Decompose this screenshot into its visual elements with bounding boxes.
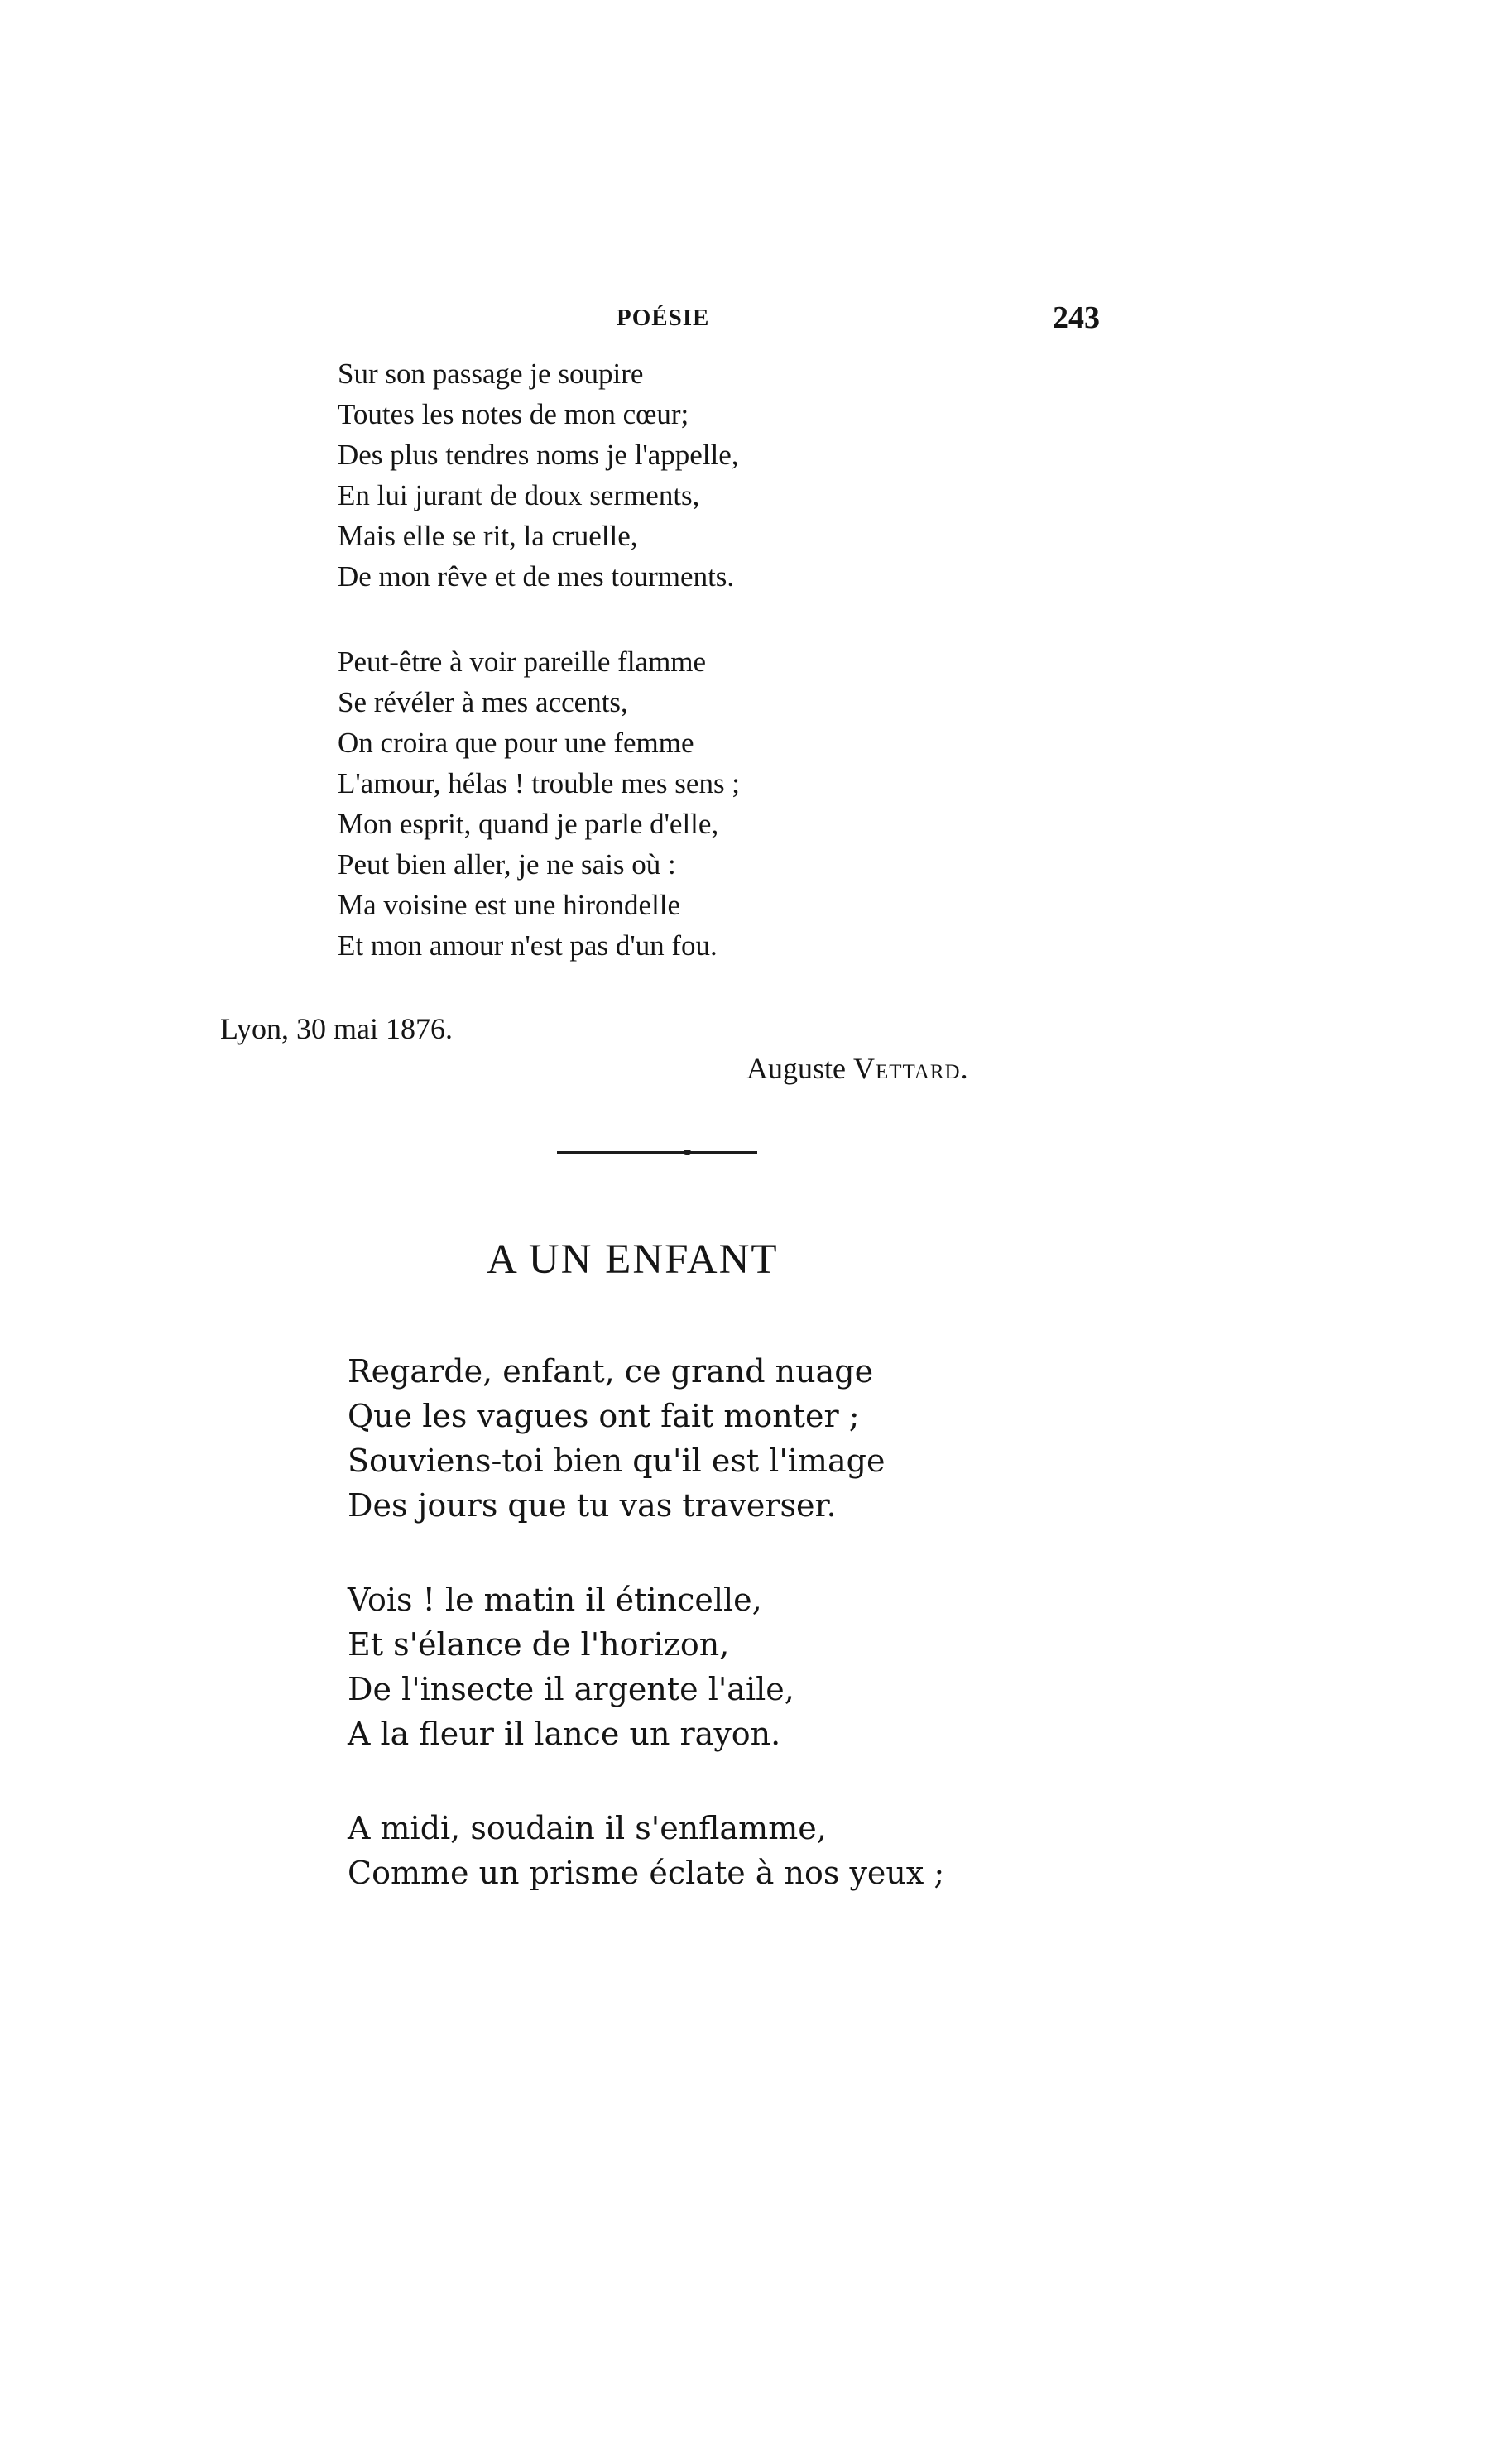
verse-line: De l'insecte il argente l'aile, xyxy=(348,1671,794,1707)
verse-line: Comme un prisme éclate à nos yeux ; xyxy=(348,1855,945,1891)
verse-line: Se révéler à mes accents, xyxy=(338,686,628,718)
verse-line: Et s'élance de l'horizon, xyxy=(348,1626,730,1663)
place-date: Lyon, 30 mai 1876. xyxy=(220,1012,453,1045)
verse-line: Des jours que tu vas traverser. xyxy=(348,1487,837,1524)
running-head: POÉSIE xyxy=(617,305,710,331)
poem-title: A UN ENFANT xyxy=(487,1236,779,1283)
poem1-stanza-2 xyxy=(338,641,740,966)
verse-line: Des plus tendres noms je l'appelle, xyxy=(338,439,739,471)
section-divider xyxy=(557,1151,757,1154)
verse-line: Toutes les notes de mon cœur; xyxy=(338,398,689,430)
verse-line: En lui jurant de doux serments, xyxy=(338,479,700,511)
verse-line: On croira que pour une femme xyxy=(338,727,694,759)
verse-line: A la fleur il lance un rayon. xyxy=(348,1716,781,1752)
verse-line: Mais elle se rit, la cruelle, xyxy=(338,520,638,552)
verse-line: Que les vagues ont fait monter ; xyxy=(348,1398,860,1434)
verse-line: Peut bien aller, je ne sais où : xyxy=(338,848,676,881)
author-last-name: Vettard. xyxy=(853,1052,969,1085)
verse-line: Et mon amour n'est pas d'un fou. xyxy=(338,929,718,962)
poem2-stanza-1 xyxy=(348,1349,885,1528)
divider-ornament xyxy=(684,1150,691,1155)
verse-line: Souviens-toi bien qu'il est l'image xyxy=(348,1443,886,1479)
verse-line: Vois ! le matin il étincelle, xyxy=(348,1582,762,1618)
verse-line: Sur son passage je soupire xyxy=(338,358,644,390)
verse-line: A midi, soudain il s'enflamme, xyxy=(348,1810,827,1846)
verse-line: Ma voisine est une hirondelle xyxy=(338,889,681,921)
author-first-name: Auguste xyxy=(746,1052,846,1085)
poem2-stanza-2 xyxy=(348,1577,794,1756)
verse-line: Regarde, enfant, ce grand nuage xyxy=(348,1353,874,1390)
author-signature xyxy=(746,1051,969,1086)
verse-line: De mon rêve et de mes tourments. xyxy=(338,560,735,593)
verse-line: Mon esprit, quand je parle d'elle, xyxy=(338,808,719,840)
page-number: 243 xyxy=(1053,300,1100,335)
poem1-stanza-1 xyxy=(338,353,739,597)
poem2-stanza-3 xyxy=(348,1806,944,1895)
verse-line: L'amour, hélas ! trouble mes sens ; xyxy=(338,767,741,799)
verse-line: Peut-être à voir pareille flamme xyxy=(338,646,707,678)
